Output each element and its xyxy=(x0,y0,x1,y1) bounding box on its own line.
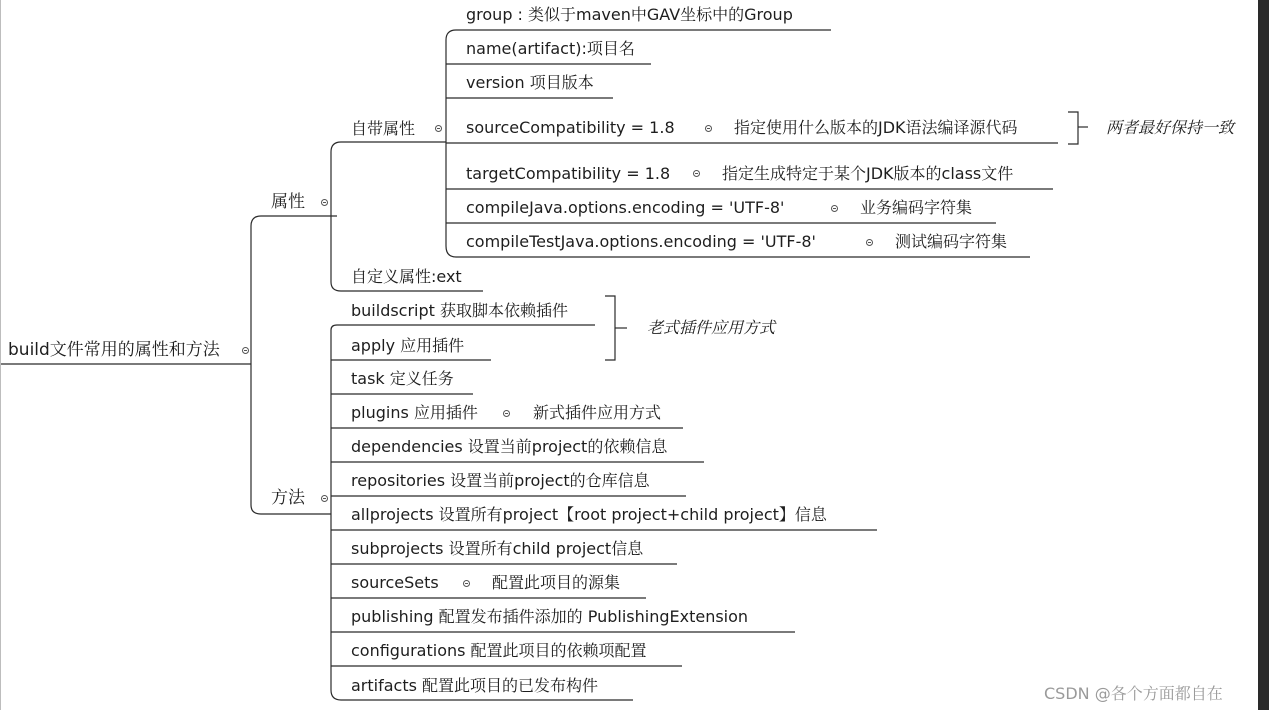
method-item: apply 应用插件 xyxy=(351,336,465,355)
window-edge xyxy=(1258,0,1269,710)
property-note: 测试编码字符集 xyxy=(895,232,1008,251)
collapse-icon[interactable] xyxy=(503,410,510,417)
property-item: targetCompatibility = 1.8 xyxy=(466,164,671,183)
collapse-icon[interactable] xyxy=(435,125,442,132)
method-note: 新式插件应用方式 xyxy=(533,403,662,422)
method-item: publishing 配置发布插件添加的 PublishingExtension xyxy=(351,607,749,626)
property-item: name(artifact):项目名 xyxy=(466,39,635,58)
property-item: compileJava.options.encoding = 'UTF-8' xyxy=(466,198,785,217)
property-item: group : 类似于maven中GAV坐标中的Group xyxy=(466,5,793,24)
node-methods: 方法 xyxy=(271,488,305,508)
method-item: sourceSets xyxy=(351,573,439,592)
root-node: build文件常用的属性和方法 xyxy=(8,340,220,360)
property-item: compileTestJava.options.encoding = 'UTF-8' xyxy=(466,232,816,251)
method-item: configurations 配置此项目的依赖项配置 xyxy=(351,641,647,660)
collapse-icon[interactable] xyxy=(866,239,873,246)
watermark: CSDN @各个方面都自在 xyxy=(1044,684,1223,703)
property-note: 指定使用什么版本的JDK语法编译源代码 xyxy=(734,118,1018,137)
property-note: 业务编码字符集 xyxy=(860,198,973,217)
collapse-icon[interactable] xyxy=(321,199,328,206)
property-item: sourceCompatibility = 1.8 xyxy=(466,118,675,137)
method-item: allprojects 设置所有project【root project+child project】信息 xyxy=(351,505,827,524)
node-properties: 属性 xyxy=(271,192,305,212)
method-item: subprojects 设置所有child project信息 xyxy=(351,539,644,558)
method-item: dependencies 设置当前project的依赖信息 xyxy=(351,437,668,456)
method-note: 配置此项目的源集 xyxy=(492,573,621,592)
collapse-icon[interactable] xyxy=(321,495,328,502)
property-item: version 项目版本 xyxy=(466,73,594,92)
bracket-note: 两者最好保持一致 xyxy=(1106,118,1235,137)
method-item: plugins 应用插件 xyxy=(351,403,478,422)
method-item: artifacts 配置此项目的已发布构件 xyxy=(351,676,599,695)
node-builtin-properties: 自带属性 xyxy=(351,119,416,138)
bracket-note: 老式插件应用方式 xyxy=(647,318,776,337)
node-custom-properties: 自定义属性:ext xyxy=(351,267,462,286)
method-item: task 定义任务 xyxy=(351,369,454,388)
property-note: 指定生成特定于某个JDK版本的class文件 xyxy=(722,164,1014,183)
collapse-icon[interactable] xyxy=(831,205,838,212)
collapse-icon[interactable] xyxy=(242,347,249,354)
collapse-icon[interactable] xyxy=(693,170,700,177)
method-item: buildscript 获取脚本依赖插件 xyxy=(351,301,569,320)
method-item: repositories 设置当前project的仓库信息 xyxy=(351,471,650,490)
collapse-icon[interactable] xyxy=(705,125,712,132)
collapse-icon[interactable] xyxy=(463,580,470,587)
